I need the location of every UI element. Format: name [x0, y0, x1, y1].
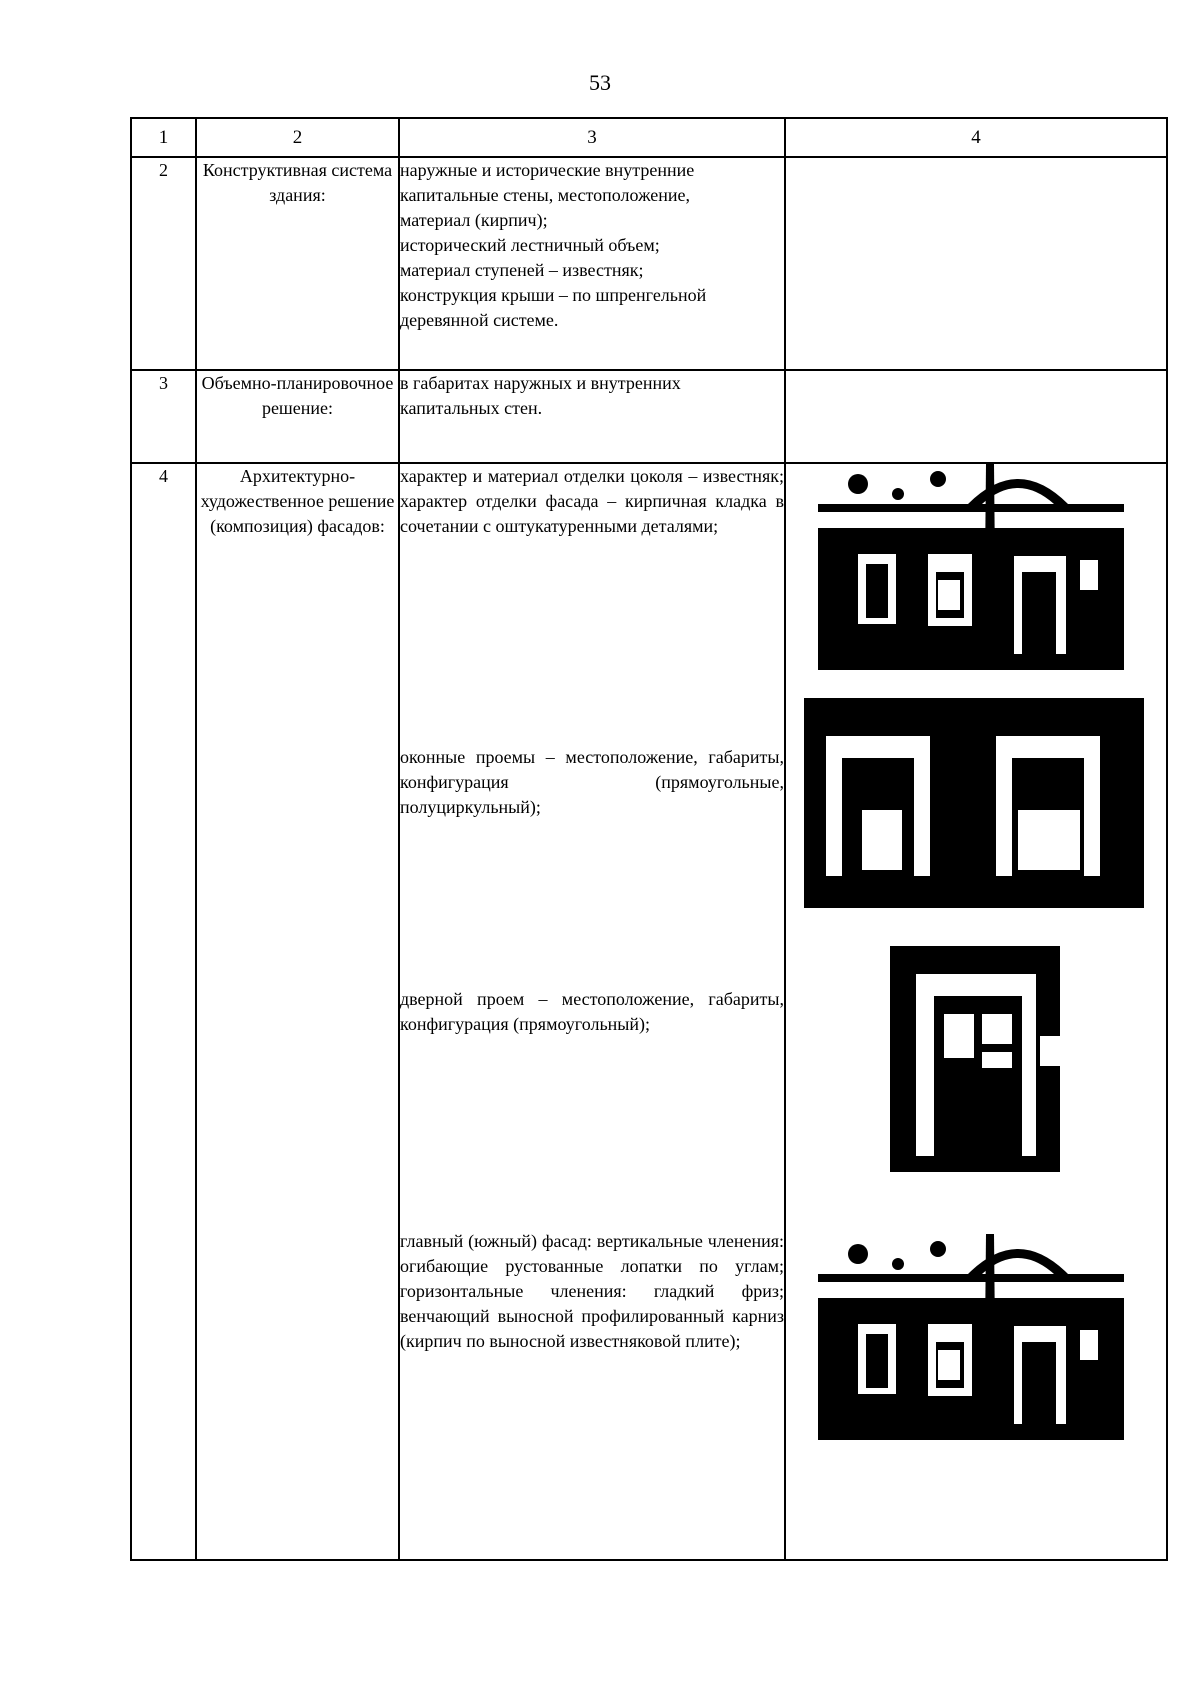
row-title: Архитектурно-художественное решение (композиция) фасадов:: [196, 463, 399, 1560]
row-illustration-cell: [785, 370, 1167, 463]
description-line: наружные и исторические внутренние: [400, 160, 695, 180]
description-line: конструкция крыши – по шпренгельной: [400, 285, 707, 305]
facade-photo: [818, 464, 1124, 670]
row-description: [399, 370, 785, 463]
door-opening-text: дверной проем – местоположение, габариты, конфигурация (прямоугольный);: [400, 989, 784, 1034]
table-row: [131, 157, 1167, 370]
column-header-4: 4: [785, 118, 1167, 157]
description-line: в габаритах наружных и внутренних: [400, 373, 681, 393]
plinth-facade-finish-text: характер и материал отделки цоколя – известняк; характер отделки фасада – кирпичная кладка в сочетании с оштукатуренными деталями;: [400, 466, 784, 536]
column-header-2: 2: [196, 118, 399, 157]
row-illustration-cell: [785, 463, 1167, 1560]
column-header-1: 1: [131, 118, 196, 157]
table-header-row: [131, 118, 1167, 157]
description-line: материал ступеней – известняк;: [400, 260, 644, 280]
row-number: 4: [131, 463, 196, 1560]
description-line: капитальные стены, местоположение,: [400, 185, 691, 205]
windows-photo: [804, 698, 1144, 908]
description-line: деревянной системе.: [400, 310, 559, 330]
row-description: [399, 157, 785, 370]
table-row: [131, 463, 1167, 1560]
door-photo: [890, 946, 1060, 1172]
description-line: исторический лестничный объем;: [400, 235, 660, 255]
description-line: капитальных стен.: [400, 398, 543, 418]
row-illustration-cell: [785, 157, 1167, 370]
row-title: Объемно-планировочное решение:: [196, 370, 399, 463]
main-facade-text: главный (южный) фасад: вертикальные членения: огибающие рустованные лопатки по углам; горизонтальные членения: гладкий фриз; венчающий выносной профилированный карниз (кирпич по выносной известняковой плите);: [400, 1231, 784, 1351]
row-number: 3: [131, 370, 196, 463]
row-description: [399, 463, 785, 1560]
description-line: материал (кирпич);: [400, 210, 548, 230]
row-title: Конструктивная система здания:: [196, 157, 399, 370]
heritage-table: [130, 117, 1168, 1561]
column-header-3: 3: [399, 118, 785, 157]
row-number: 2: [131, 157, 196, 370]
window-openings-text: оконные проемы – местоположение, габариты, конфигурация (прямоугольные, полуциркульный);: [400, 747, 784, 817]
main-facade-photo: [818, 1234, 1124, 1440]
table-row: [131, 370, 1167, 463]
page-number: 53: [589, 70, 611, 95]
